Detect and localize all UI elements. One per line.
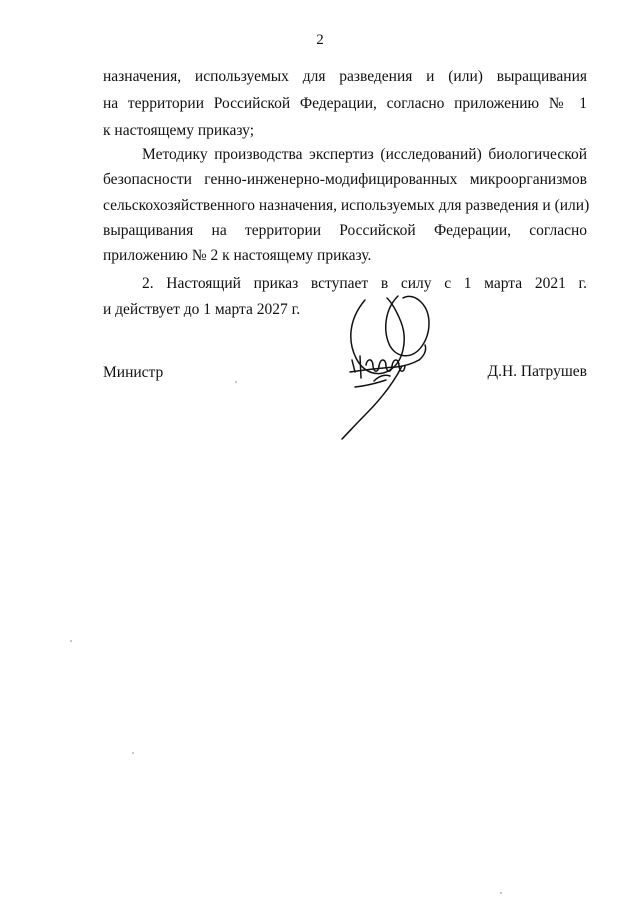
scan-artifact (500, 892, 502, 894)
paragraph-2-line-2: безопасности генно-инженерно-модифицированных микроорганизмов (103, 171, 587, 188)
paragraph-1-line-2: на территории Российской Федерации, согласно приложению № 1 (103, 95, 587, 112)
paragraph-3-line-1: 2. Настоящий приказ вступает в силу с 1 марта 2021 г. (142, 275, 587, 292)
paragraph-2-line-1: Методику производства экспертиз (исследований) биологической (142, 146, 587, 163)
paragraph-3-line-2: и действует до 1 марта 2027 г. (103, 301, 301, 318)
paragraph-1-line-3: к настоящему приказу; (103, 122, 255, 139)
scan-artifact (132, 752, 134, 754)
signer-name: Д.Н. Патрушев (487, 363, 587, 380)
paragraph-2-line-5: приложению № 2 к настоящему приказу. (103, 247, 372, 264)
paragraph-2-line-3: сельскохозяйственного назначения, используемых для разведения и (или) (103, 197, 590, 214)
paragraph-2-line-4: выращивания на территории Российской Федерации, согласно (103, 222, 587, 239)
position-title: Министр (103, 364, 164, 381)
page-number: 2 (316, 32, 324, 48)
paragraph-1-line-1: назначения, используемых для разведения и (или) выращивания (103, 68, 587, 85)
scan-artifact (70, 640, 72, 642)
scan-artifact (235, 381, 237, 383)
